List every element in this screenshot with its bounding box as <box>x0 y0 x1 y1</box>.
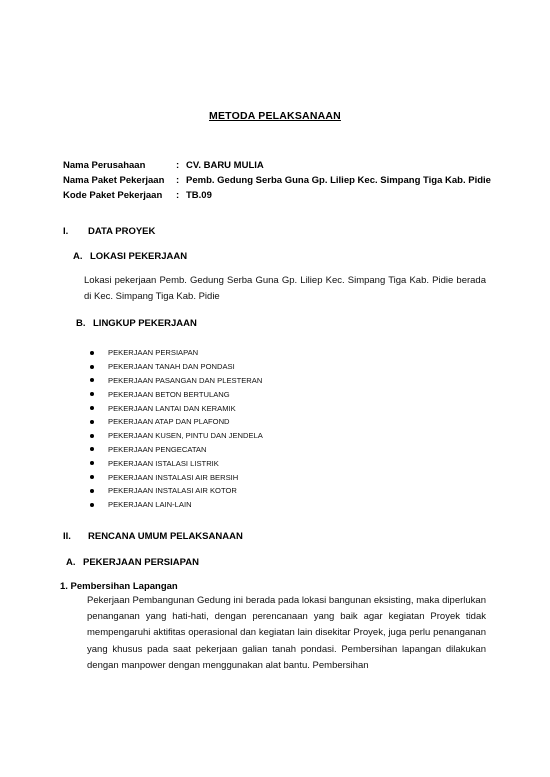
bullet-icon <box>90 351 94 355</box>
section-title: DATA PROYEK <box>88 226 156 237</box>
list-item <box>88 470 263 484</box>
section-number: I. <box>63 226 69 237</box>
info-row-package-name <box>63 175 491 190</box>
list-item <box>88 415 263 429</box>
section-title: RENCANA UMUM PELAKSANAAN <box>88 531 243 542</box>
bullet-icon <box>90 461 94 465</box>
bullet-icon <box>90 365 94 369</box>
list-item-text: PEKERJAAN KUSEN, PINTU DAN JENDELA <box>108 431 263 441</box>
subsection-heading-persiapan <box>66 557 199 568</box>
list-item-text: PEKERJAAN PENGECATAN <box>108 444 207 454</box>
list-item <box>88 401 263 415</box>
list-item <box>88 429 263 443</box>
list-item-text: PEKERJAAN LAIN-LAIN <box>108 500 192 510</box>
bullet-icon <box>90 406 94 410</box>
info-value: TB.09 <box>186 190 212 201</box>
list-item-text: PEKERJAAN LANTAI DAN KERAMIK <box>108 403 236 413</box>
list-item <box>88 443 263 457</box>
subsection-number: A. <box>73 251 83 262</box>
list-item-text: PEKERJAAN TANAH DAN PONDASI <box>108 362 235 372</box>
list-item-text: PEKERJAAN PASANGAN DAN PLESTERAN <box>108 375 263 385</box>
info-value: CV. BARU MULIA <box>186 160 264 171</box>
info-value: Pemb. Gedung Serba Guna Gp. Liliep Kec. Simpang Tiga Kab. Pidie <box>186 175 491 186</box>
bullet-icon <box>90 392 94 396</box>
bullet-icon <box>90 475 94 479</box>
pembersihan-paragraph: Pekerjaan Pembangunan Gedung ini berada pada lokasi bangunan eksisting, maka diperlukan penanganan yang hati-hati, dengan perencanaan yang baik agar kegiatan Proyek tidak mempengaruhi aktifitas operasional dan kegiatan lain disekitar Proyek, juga perlu penanganan yang khusus pada saat pekerjaan galian tanah pondasi. Pembersihan lapangan dilakukan dengan manpower dengan menggunakan alat bantu. Pembersihan <box>87 595 486 671</box>
list-item <box>88 360 263 374</box>
scope-list <box>88 346 263 512</box>
info-key: Nama Paket Pekerjaan <box>63 175 165 186</box>
subsection-number: B. <box>76 318 86 329</box>
list-item <box>88 484 263 498</box>
list-item <box>88 387 263 401</box>
subsection-title: LINGKUP PEKERJAAN <box>93 318 197 329</box>
document-title: METODA PELAKSANAAN <box>209 110 341 122</box>
company-info <box>63 160 491 205</box>
list-item <box>88 346 263 360</box>
subsection-title: PEKERJAAN PERSIAPAN <box>83 557 199 568</box>
info-separator: : <box>176 160 180 171</box>
list-item <box>88 456 263 470</box>
bullet-icon <box>90 420 94 424</box>
bullet-icon <box>90 378 94 382</box>
section-number: II. <box>63 531 71 542</box>
section-heading-rencana <box>63 531 243 542</box>
lokasi-paragraph: Lokasi pekerjaan Pemb. Gedung Serba Guna Gp. Liliep Kec. Simpang Tiga Kab. Pidie berada di Kec. Simpang Tiga Kab. Pidie <box>84 275 486 302</box>
bullet-icon <box>90 489 94 493</box>
info-row-package-code <box>63 190 491 205</box>
info-key: Kode Paket Pekerjaan <box>63 190 163 201</box>
list-item-text: PEKERJAAN PERSIAPAN <box>108 348 199 358</box>
list-item <box>88 498 263 512</box>
list-item-text: PEKERJAAN INSTALASI AIR BERSIH <box>108 472 239 482</box>
info-row-company <box>63 160 491 175</box>
info-key: Nama Perusahaan <box>63 160 146 171</box>
list-item-text: PEKERJAAN ATAP DAN PLAFOND <box>108 417 230 427</box>
info-separator: : <box>176 190 180 201</box>
bullet-icon <box>90 447 94 451</box>
list-item-text: PEKERJAAN ISTALASI LISTRIK <box>108 458 219 468</box>
list-item <box>88 374 263 388</box>
subsection-number: A. <box>66 557 76 568</box>
bullet-icon <box>90 434 94 438</box>
info-separator: : <box>176 175 180 186</box>
bullet-icon <box>90 503 94 507</box>
subsection-heading-lokasi <box>73 251 187 262</box>
section-heading-data-proyek <box>63 226 155 237</box>
item-heading-pembersihan: 1. Pembersihan Lapangan <box>60 581 178 592</box>
list-item-text: PEKERJAAN BETON BERTULANG <box>108 389 230 399</box>
subsection-heading-lingkup <box>76 318 197 329</box>
subsection-title: LOKASI PEKERJAAN <box>90 251 188 262</box>
list-item-text: PEKERJAAN INSTALASI AIR KOTOR <box>108 486 237 496</box>
